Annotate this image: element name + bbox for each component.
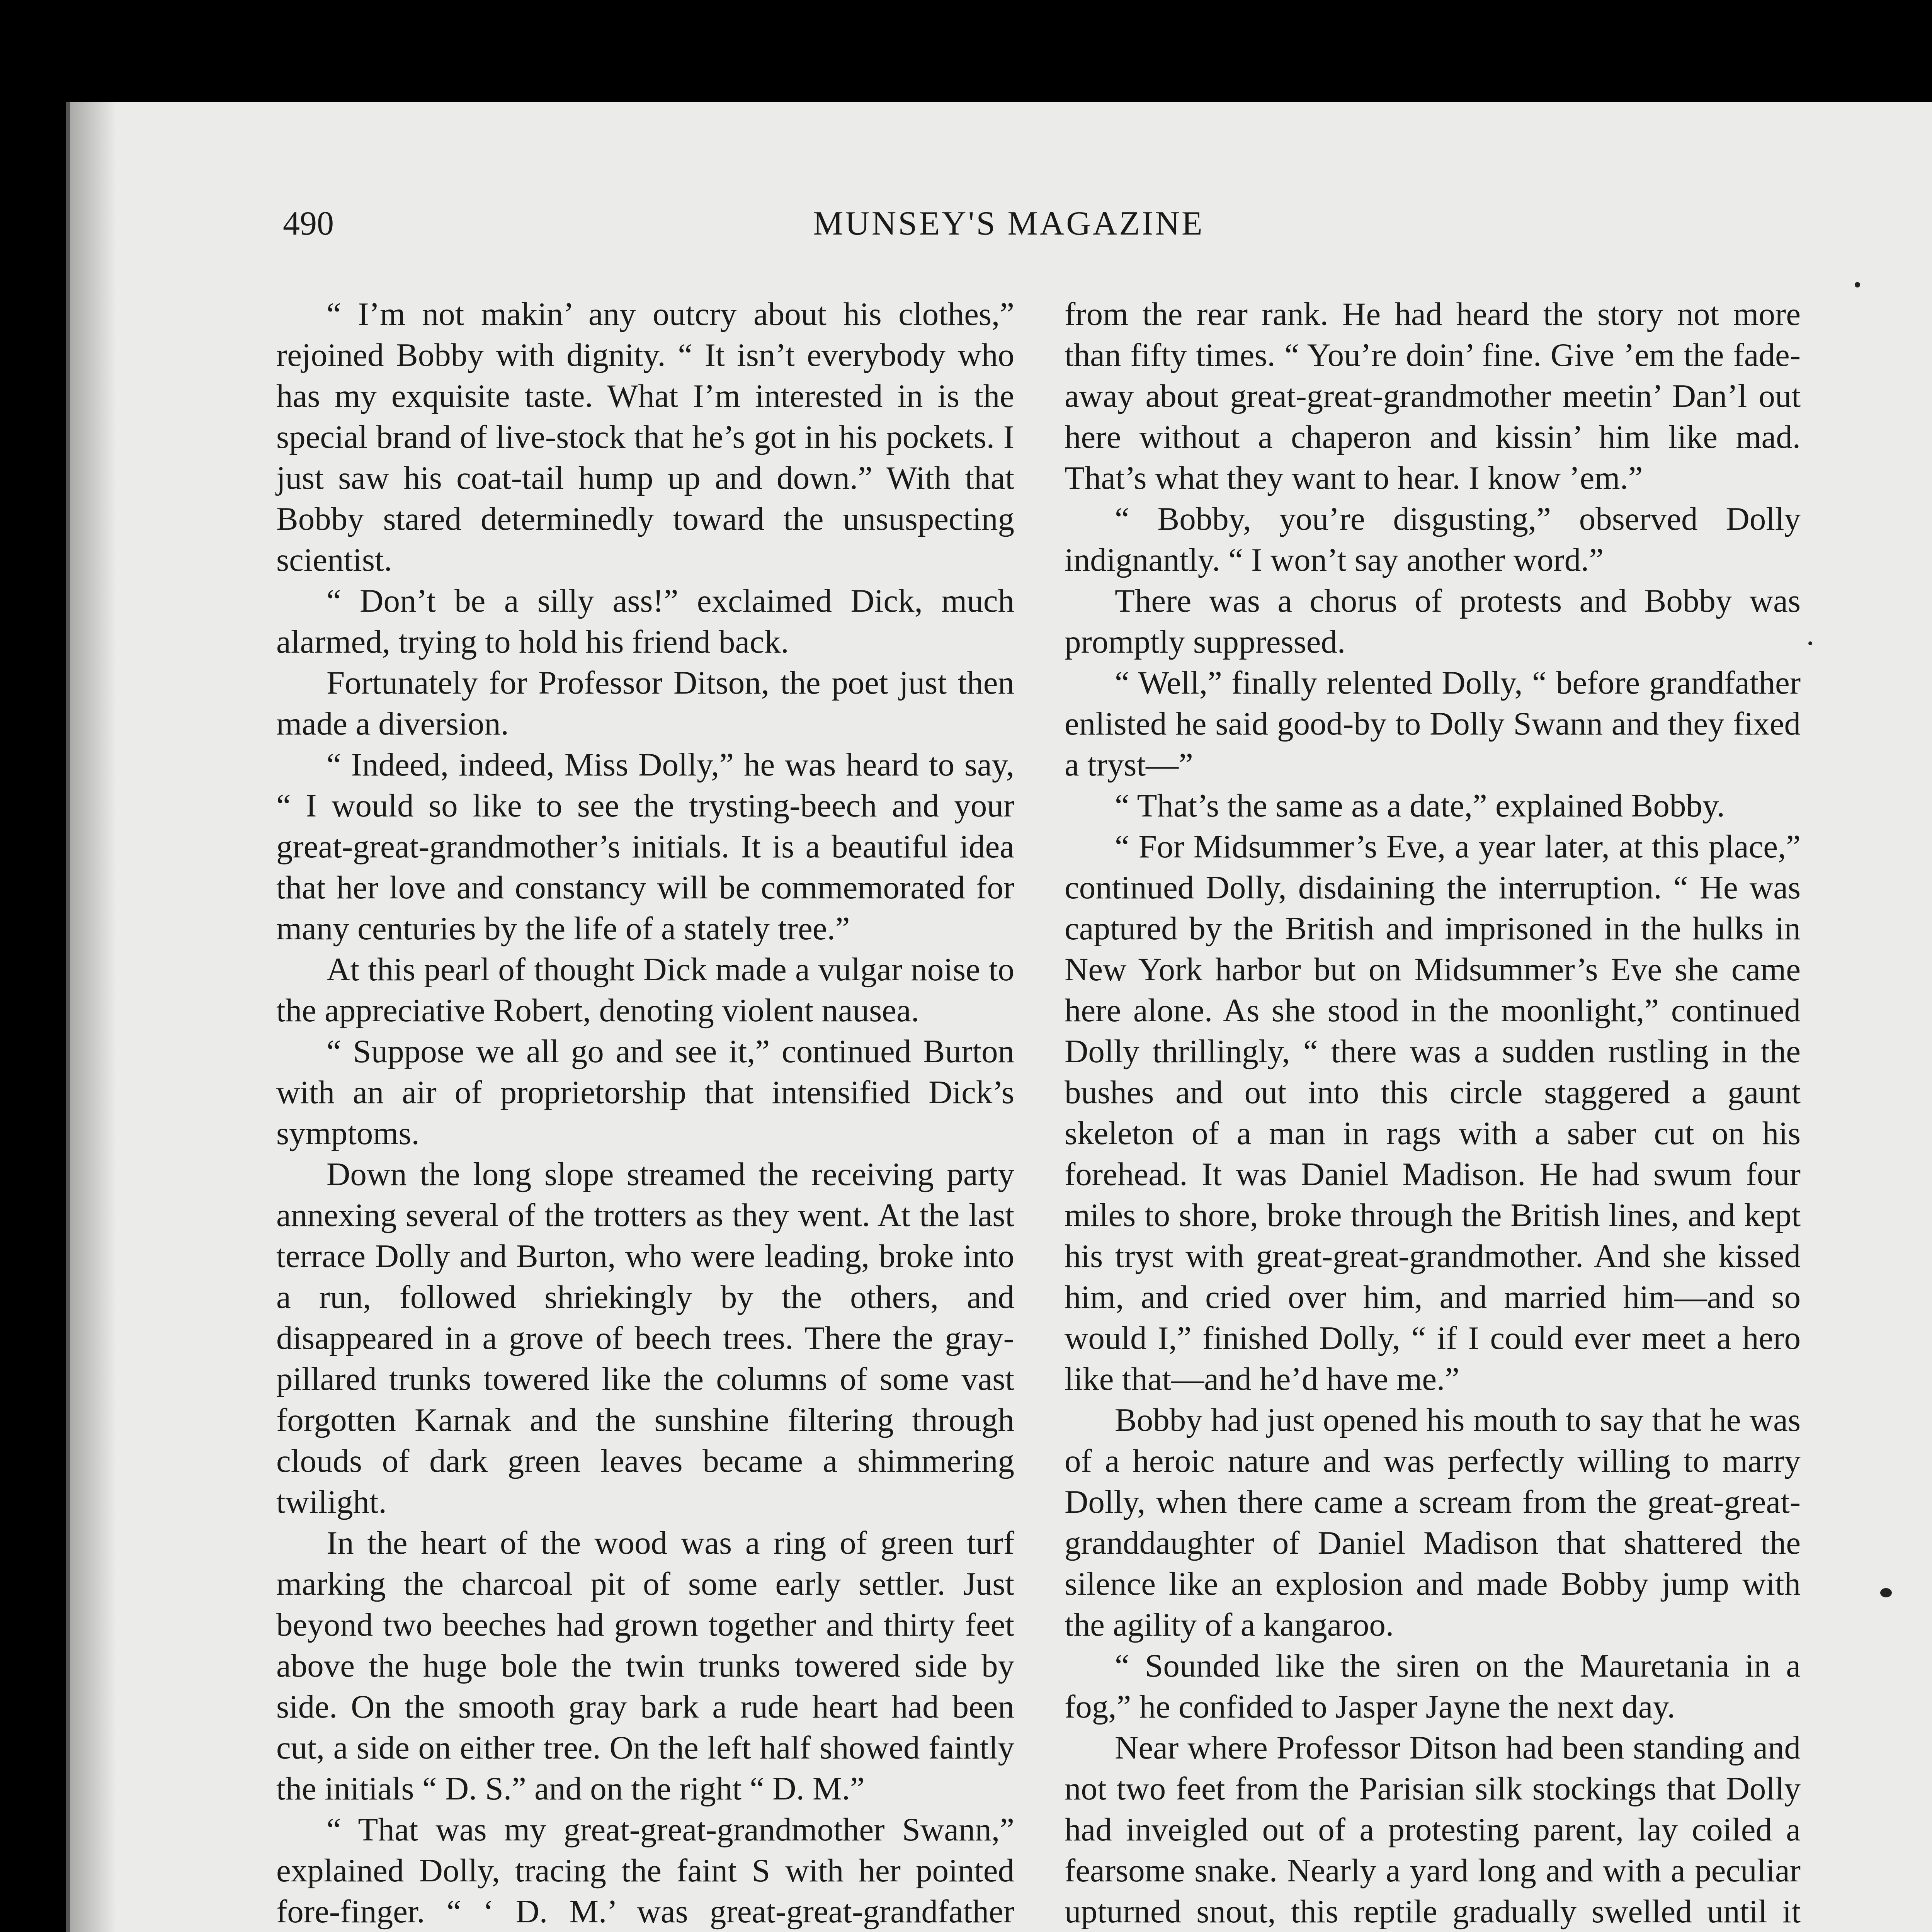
paragraph: Bobby had just opened his mouth to say that he was of a heroic nature and was perfectly willing to marry Dolly, when there came a scream from the great-great-granddaughter of Daniel Madison that shattered the silence like an explosion and made Bobby jump with the agility of a kangaroo. <box>1065 1402 1801 1643</box>
paragraph: “ Bobby, you’re disgusting,” observed Dolly indignantly. “ I won’t say another word.” <box>1065 501 1801 578</box>
dust-speck <box>1880 1588 1892 1597</box>
paragraph: “ That’s the same as a date,” explained Bobby. <box>1115 787 1725 824</box>
paragraph: There was a chorus of protests and Bobby was promptly suppressed. <box>1065 583 1801 660</box>
paragraph: At this pearl of thought Dick made a vulgar noise to the appreciative Robert, denoting violent nausea. <box>276 951 1014 1029</box>
dust-speck <box>1808 641 1812 645</box>
paragraph: “ Don’t be a silly ass!” exclaimed Dick, much alarmed, trying to hold his friend back. <box>276 583 1014 660</box>
paragraph: In the heart of the wood was a ring of green turf marking the charcoal pit of some early settler. Just beyond two beeches had grown together and thirty feet above the huge bole the twin trunks towered side by side. On the smooth gray bark a rude heart had been cut, a side on either tree. On the left half showed faintly the initials “ D. S.” and on the right “ D. M.” <box>276 1525 1014 1807</box>
page-number: 490 <box>283 205 334 242</box>
dust-speck <box>1855 282 1860 287</box>
paragraph: “ That was my great-great-grandmother Swann,” explained Dolly, tracing the faint S with her pointed fore-finger. “ ‘ D. M.’ was great-great-grandfather <box>276 1811 1014 1930</box>
right-column <box>1065 294 1801 1932</box>
paragraph: “ Suppose we all go and see it,” continued Burton with an air of proprietorship that intensified Dick’s symptoms. <box>276 1033 1014 1151</box>
paragraph: Fortunately for Professor Ditson, the poet just then made a diversion. <box>276 665 1014 742</box>
paragraph: “ For Midsummer’s Eve, a year later, at this place,” continued Dolly, disdaining the interruption. “ He was captured by the British and imprisoned in the hulks in New York harbor but on Midsummer’s Eve she came here alone. As she stood in the moonlight,” continued Dolly thrillingly, “ there was a sudden rustling in the bushes and out into this circle staggered a gaunt skeleton of a man in rags with a saber cut on his forehead. It was Daniel Madison. He had swum four miles to shore, broke through the British lines, and kept his tryst with great-great-grandmother. And she kissed him, and cried over him, and married him—and so would I,” finished Dolly, “ if I could ever meet a hero like that—and he’d have me.” <box>1065 828 1801 1397</box>
paragraph: “ I’m not makin’ any outcry about his clothes,” rejoined Bobby with dignity. “ It isn’t everybody who has my exquisite taste. What I’m interested in is the special brand of live-stock that he’s got in his pockets. I just saw his coat-tail hump up and down.” With that Bobby stared determinedly toward the unsuspecting scientist. <box>276 296 1014 578</box>
paragraph: “ Sounded like the siren on the Mauretania in a fog,” he confided to Jasper Jayne the next day. <box>1065 1648 1801 1725</box>
running-title: MUNSEY'S MAGAZINE <box>813 205 1204 242</box>
page-header <box>283 204 1828 250</box>
left-column <box>276 294 1014 1932</box>
paragraph: “ Indeed, indeed, Miss Dolly,” he was heard to say, “ I would so like to see the trysting-beech and your great-great-grandmother’s initials. It is a beautiful idea that her love and constancy will be commemorated for many centuries by the life of a stately tree.” <box>276 747 1014 947</box>
gutter-shadow <box>70 102 116 1932</box>
paragraph-continued: from the rear rank. He had heard the story not more than fifty times. “ You’re doin’ fine. Give ’em the fade-away about great-great-grandmother meetin’ Dan’l out here without a chaperon and kissin’ him like mad. That’s what they want to hear. I know ’em.” <box>1065 296 1801 496</box>
paragraph: Down the long slope streamed the receiving party annexing several of the trotters as they went. At the last terrace Dolly and Burton, who were leading, broke into a run, followed shriekingly by the others, and disappeared in a grove of beech trees. There the gray-pillared trunks towered like the columns of some vast forgotten Karnak and the sunshine filtering through clouds of dark green leaves became a shimmering twilight. <box>276 1156 1014 1520</box>
paragraph: “ Well,” finally relented Dolly, “ before grandfather enlisted he said good-by to Dolly Swann and they fixed a tryst—” <box>1065 665 1801 783</box>
paragraph: Near where Professor Ditson had been standing and not two feet from the Parisian silk stockings that Dolly had inveigled out of a protesting parent, lay coiled a fearsome snake. Nearly a yard long and with a peculiar upturned snout, this reptile gradually swelled until it <box>1065 1730 1801 1930</box>
